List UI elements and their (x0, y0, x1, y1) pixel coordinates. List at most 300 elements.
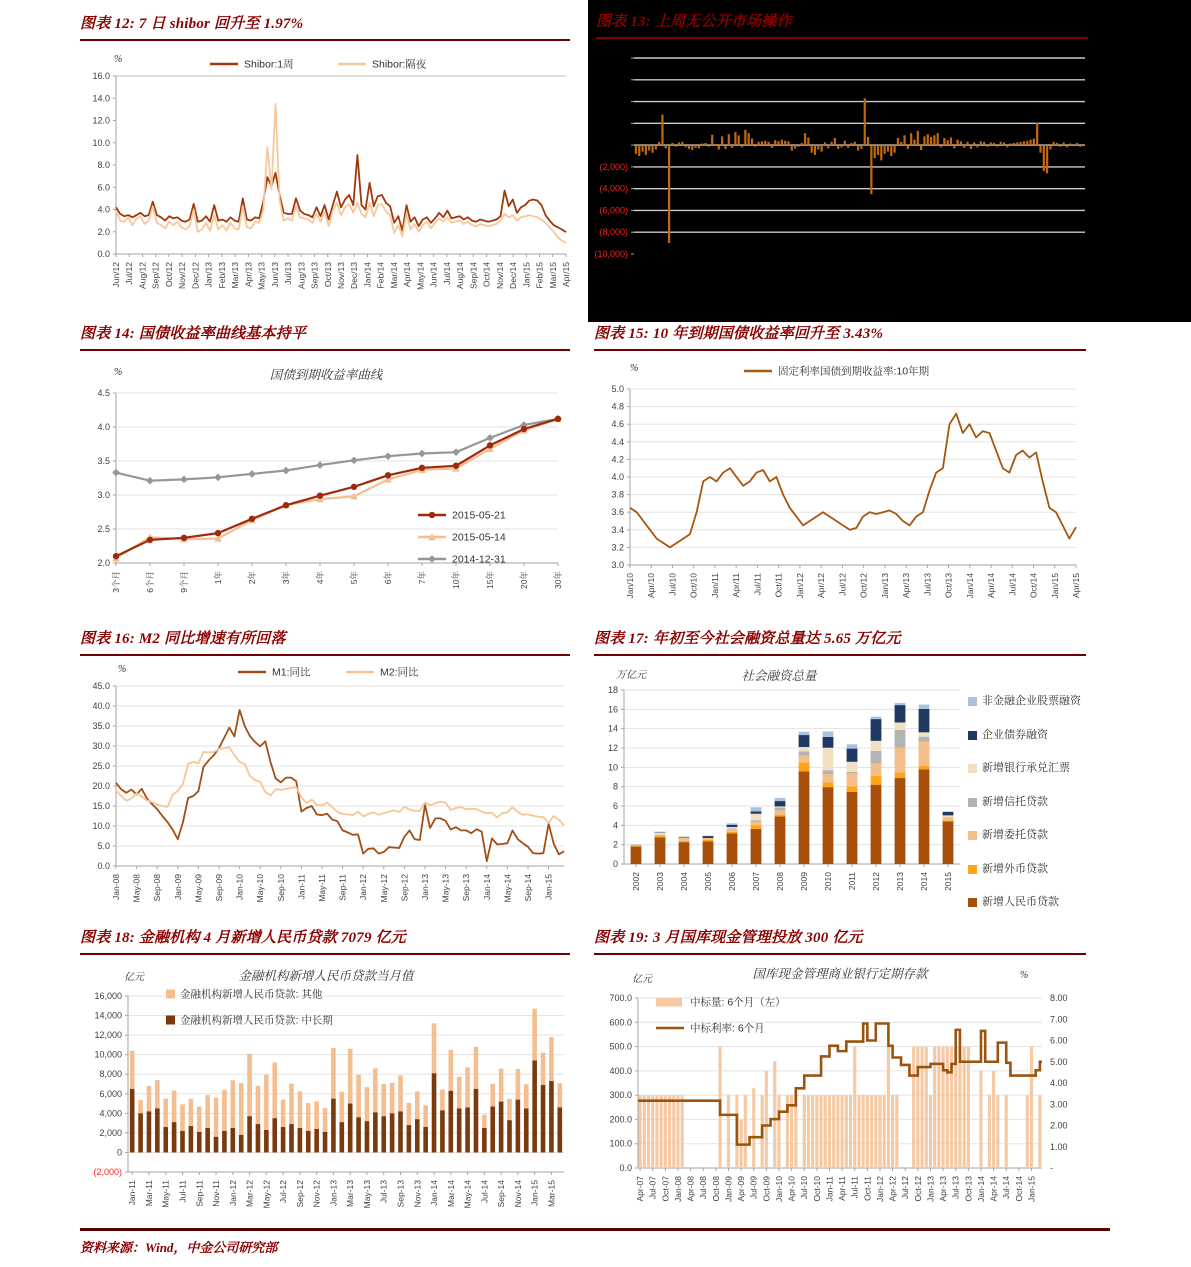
svg-text:Oct/14: Oct/14 (481, 262, 492, 288)
svg-text:7年: 7年 (417, 571, 427, 585)
svg-text:Sep-11: Sep-11 (194, 1180, 205, 1207)
svg-text:Nov-14: Nov-14 (512, 1180, 523, 1208)
svg-text:Jan-08: Jan-08 (672, 1176, 683, 1202)
svg-text:Sep-11: Sep-11 (337, 874, 348, 901)
svg-text:Mar-12: Mar-12 (244, 1180, 255, 1207)
y-axis-unit: 万亿元 (616, 670, 646, 681)
svg-text:Jul-11: Jul-11 (177, 1180, 188, 1203)
svg-text:Sep/14: Sep/14 (468, 262, 479, 289)
svg-text:-: - (1050, 1163, 1053, 1173)
svg-text:5年: 5年 (349, 571, 359, 585)
svg-text:Sep-13: Sep-13 (395, 1180, 406, 1208)
svg-text:Jun/13: Jun/13 (269, 262, 280, 288)
svg-text:6: 6 (612, 801, 618, 811)
svg-text:2014-12-31: 2014-12-31 (452, 553, 506, 566)
svg-text:Jan-12: Jan-12 (227, 1180, 238, 1206)
svg-text:Jan-11: Jan-11 (127, 1180, 138, 1206)
svg-text:Apr/10: Apr/10 (646, 573, 657, 599)
svg-text:Oct/13: Oct/13 (943, 573, 954, 599)
svg-text:4.00: 4.00 (1050, 1078, 1068, 1088)
svg-text:2.00: 2.00 (1050, 1120, 1068, 1131)
svg-text:Oct-14: Oct-14 (1013, 1176, 1024, 1202)
svg-text:Oct-13: Oct-13 (963, 1176, 974, 1202)
svg-text:2008: 2008 (775, 872, 785, 891)
legend-label: 新增银行承兑汇票 (982, 762, 1070, 775)
y-axis-unit-left: 亿元 (632, 974, 652, 985)
svg-text:Nov/12: Nov/12 (177, 262, 188, 289)
svg-text:0: 0 (116, 1147, 122, 1158)
svg-text:Apr/11: Apr/11 (731, 573, 742, 598)
legend-label: 非金融企业股票融资 (982, 695, 1081, 707)
svg-text:3.00: 3.00 (1050, 1099, 1068, 1110)
svg-text:Shibor:1周: Shibor:1周 (244, 58, 294, 71)
chart-title: 国债到期收益率曲线 (269, 368, 383, 382)
svg-text:Oct/13: Oct/13 (322, 262, 333, 288)
figure15-title: 图表 15: 10 年到期国债收益率回升至 3.43% (594, 322, 1086, 351)
legend-item (968, 694, 1084, 709)
svg-text:2003: 2003 (655, 872, 665, 891)
svg-text:Jan-12: Jan-12 (358, 874, 369, 900)
svg-text:Jan/14: Jan/14 (964, 573, 975, 599)
svg-text:May-10: May-10 (255, 874, 266, 903)
svg-text:16,000: 16,000 (94, 991, 122, 1001)
figure19-title: 图表 19: 3 月国库现金管理投放 300 亿元 (594, 926, 1086, 955)
svg-text:(10,000): (10,000) (594, 249, 628, 259)
svg-text:6年: 6年 (383, 571, 393, 585)
svg-text:Jan-11: Jan-11 (824, 1176, 835, 1202)
svg-text:10.0: 10.0 (92, 821, 110, 831)
svg-text:Oct/14: Oct/14 (1028, 573, 1039, 599)
svg-text:May-11: May-11 (160, 1180, 171, 1208)
svg-text:0.0: 0.0 (619, 1163, 632, 1173)
svg-text:Jan/12: Jan/12 (794, 573, 805, 599)
legend-label: 新增外币贷款 (982, 862, 1048, 875)
svg-text:Sep-08: Sep-08 (152, 874, 163, 902)
svg-text:Jul/10: Jul/10 (667, 573, 678, 596)
y-axis-unit: % (114, 367, 123, 378)
chart-title: 国库现金管理商业银行定期存款 (752, 967, 928, 981)
svg-text:Apr/15: Apr/15 (561, 262, 571, 288)
svg-text:4.5: 4.5 (97, 388, 110, 398)
svg-text:Jul/13: Jul/13 (283, 262, 294, 285)
figure18-title: 图表 18: 金融机构 4 月新增人民币贷款 7079 亿元 (80, 926, 570, 955)
svg-text:Jul-10: Jul-10 (799, 1176, 810, 1200)
svg-text:Apr-11: Apr-11 (837, 1176, 848, 1201)
svg-text:(6,000): (6,000) (599, 205, 628, 216)
svg-text:金融机构新增人民币贷款: 中长期: 金融机构新增人民币贷款: 中长期 (180, 1014, 333, 1027)
svg-text:May-14: May-14 (502, 874, 513, 903)
svg-text:2: 2 (612, 839, 618, 850)
legend-swatch (968, 697, 977, 706)
svg-text:Jan/10: Jan/10 (625, 573, 635, 599)
svg-text:10: 10 (607, 762, 618, 773)
svg-text:Oct-12: Oct-12 (912, 1176, 923, 1202)
svg-text:Jul-11: Jul-11 (849, 1176, 860, 1199)
svg-text:Jan/13: Jan/13 (879, 573, 890, 599)
svg-text:Mar-14: Mar-14 (445, 1180, 456, 1207)
svg-text:30.0: 30.0 (92, 741, 110, 751)
svg-text:Jan-14: Jan-14 (975, 1176, 986, 1202)
legend-swatch (968, 865, 977, 874)
svg-text:Oct-08: Oct-08 (710, 1176, 721, 1202)
y-axis-unit-right: % (1020, 970, 1029, 981)
svg-text:3.2: 3.2 (611, 542, 624, 553)
svg-text:20.0: 20.0 (92, 781, 110, 791)
svg-text:Oct-10: Oct-10 (811, 1176, 822, 1202)
svg-text:Jan-13: Jan-13 (419, 874, 430, 900)
svg-text:200.0: 200.0 (609, 1114, 632, 1125)
svg-text:Jul/14: Jul/14 (441, 262, 452, 285)
svg-text:Jan-11: Jan-11 (296, 874, 307, 900)
y-axis-unit: % (630, 363, 639, 374)
svg-text:(2,000): (2,000) (93, 1167, 122, 1177)
legend-swatch (968, 764, 977, 773)
svg-text:(4,000): (4,000) (599, 183, 628, 194)
svg-text:7.00: 7.00 (1050, 1014, 1068, 1025)
svg-text:2.0: 2.0 (97, 226, 110, 237)
svg-text:3.0: 3.0 (97, 490, 110, 500)
svg-text:Dec/14: Dec/14 (508, 262, 519, 289)
svg-text:May-12: May-12 (378, 874, 389, 903)
y-axis-unit: % (114, 54, 123, 65)
chart-legend (968, 694, 1084, 910)
svg-text:Jan-14: Jan-14 (429, 1180, 440, 1206)
svg-text:Apr/13: Apr/13 (901, 573, 912, 599)
svg-text:Oct/11: Oct/11 (773, 573, 784, 598)
legend-swatch (968, 898, 977, 907)
svg-text:May-12: May-12 (261, 1180, 272, 1209)
svg-text:9个月: 9个月 (179, 571, 189, 593)
svg-text:30年: 30年 (553, 571, 563, 589)
svg-text:2014: 2014 (919, 872, 929, 891)
svg-text:6.0: 6.0 (97, 182, 110, 193)
svg-text:Mar-13: Mar-13 (345, 1180, 356, 1207)
svg-text:Oct/10: Oct/10 (688, 573, 699, 599)
yield-curve-chart-svg (80, 357, 572, 619)
legend-swatch (968, 731, 977, 740)
svg-text:0.0: 0.0 (97, 861, 110, 871)
svg-text:Jan/14: Jan/14 (362, 262, 373, 288)
svg-text:Jan-13: Jan-13 (925, 1176, 936, 1202)
svg-text:4.4: 4.4 (611, 436, 624, 447)
figure14-title: 图表 14: 国债收益率曲线基本持平 (80, 322, 570, 351)
svg-text:700.0: 700.0 (609, 993, 632, 1003)
svg-text:2,000: 2,000 (99, 1127, 122, 1138)
legend-item (968, 828, 1084, 843)
svg-text:Jul/14: Jul/14 (1007, 573, 1018, 596)
svg-text:4.0: 4.0 (611, 472, 624, 482)
svg-text:Jan-10: Jan-10 (234, 874, 245, 900)
svg-text:Mar/15: Mar/15 (547, 262, 558, 289)
m1-m2-chart-svg (80, 660, 572, 918)
svg-text:400.0: 400.0 (609, 1065, 632, 1076)
svg-text:4: 4 (612, 820, 618, 831)
y-axis-unit: % (118, 664, 127, 675)
svg-text:Shibor:隔夜: Shibor:隔夜 (372, 58, 427, 71)
source-text: 资料来源：Wind，中金公司研究部 (80, 1240, 278, 1255)
source-divider (80, 1228, 1110, 1231)
legend-item (968, 862, 1084, 877)
svg-text:Sep-12: Sep-12 (294, 1180, 305, 1208)
figure16-title: 图表 16: M2 同比增速有所回落 (80, 627, 570, 656)
svg-text:18: 18 (607, 685, 618, 695)
new-loans-chart-svg (80, 958, 572, 1220)
svg-text:Apr-08: Apr-08 (685, 1176, 696, 1202)
svg-text:10年: 10年 (451, 571, 461, 589)
svg-text:300.0: 300.0 (609, 1090, 632, 1101)
svg-text:5.00: 5.00 (1050, 1056, 1068, 1067)
svg-text:May-14: May-14 (462, 1180, 473, 1209)
svg-text:中标量: 6个月（左）: 中标量: 6个月（左） (690, 996, 786, 1009)
svg-text:May/14: May/14 (415, 262, 426, 290)
legend-item (968, 895, 1084, 910)
svg-text:2015: 2015 (943, 872, 953, 891)
svg-text:15.0: 15.0 (92, 801, 110, 811)
svg-text:5.0: 5.0 (97, 841, 110, 851)
svg-text:Jan/15: Jan/15 (521, 262, 532, 288)
svg-text:Jul/12: Jul/12 (837, 573, 848, 596)
svg-text:Jun/14: Jun/14 (428, 262, 439, 288)
svg-text:12: 12 (607, 743, 618, 753)
legend-swatch (968, 798, 977, 807)
svg-text:40.0: 40.0 (92, 701, 110, 711)
svg-text:Mar/14: Mar/14 (388, 262, 399, 289)
svg-text:Jul-13: Jul-13 (950, 1176, 961, 1200)
open-market-chart-svg (588, 0, 1191, 322)
svg-text:5.0: 5.0 (611, 384, 624, 394)
svg-text:Aug/13: Aug/13 (296, 262, 307, 289)
svg-text:Mar-11: Mar-11 (143, 1180, 154, 1207)
svg-text:Jun/12: Jun/12 (111, 262, 121, 288)
svg-text:Apr-13: Apr-13 (938, 1176, 949, 1202)
svg-text:2009: 2009 (799, 872, 809, 891)
svg-text:Oct/12: Oct/12 (858, 573, 869, 599)
svg-text:2006: 2006 (727, 872, 737, 891)
svg-text:4.6: 4.6 (611, 419, 624, 430)
svg-text:2002: 2002 (631, 872, 641, 891)
svg-text:Jul-14: Jul-14 (479, 1180, 490, 1204)
svg-text:Apr/14: Apr/14 (402, 262, 413, 288)
svg-text:100.0: 100.0 (609, 1138, 632, 1149)
shibor-chart-panel (80, 50, 572, 312)
svg-text:4.0: 4.0 (97, 422, 110, 432)
svg-text:Apr-12: Apr-12 (887, 1176, 898, 1202)
svg-text:May-13: May-13 (440, 874, 451, 903)
svg-text:16: 16 (607, 704, 618, 715)
legend-label: 企业债券融资 (982, 728, 1048, 741)
legend-item (968, 761, 1084, 776)
open-market-chart-panel (588, 0, 1191, 322)
legend-item (968, 728, 1084, 743)
svg-text:25.0: 25.0 (92, 761, 110, 771)
svg-text:8.0: 8.0 (97, 160, 110, 170)
svg-text:3.0: 3.0 (611, 560, 624, 570)
svg-text:May/13: May/13 (256, 262, 267, 290)
legend-item (968, 795, 1084, 810)
svg-text:4,000: 4,000 (99, 1108, 122, 1119)
svg-text:2年: 2年 (247, 571, 257, 585)
svg-text:中标利率: 6个月: 中标利率: 6个月 (690, 1022, 765, 1035)
svg-text:6个月: 6个月 (145, 571, 155, 593)
svg-text:Nov-13: Nov-13 (412, 1180, 423, 1208)
chart-title: 金融机构新增人民币贷款当月值 (238, 969, 414, 983)
svg-text:16.0: 16.0 (92, 71, 110, 81)
svg-text:2007: 2007 (751, 872, 761, 891)
svg-text:Jul-07: Jul-07 (647, 1176, 658, 1200)
svg-text:Sep-12: Sep-12 (399, 874, 410, 902)
svg-text:Aug/14: Aug/14 (455, 262, 466, 289)
legend-swatch (968, 831, 977, 840)
svg-text:Sep-10: Sep-10 (275, 874, 286, 902)
svg-text:2.5: 2.5 (97, 524, 110, 534)
svg-text:Jul/13: Jul/13 (922, 573, 933, 596)
figure17-title: 图表 17: 年初至今社会融资总量达 5.65 万亿元 (594, 627, 1086, 656)
svg-text:2015-05-21: 2015-05-21 (452, 509, 506, 522)
social-financing-chart-svg (594, 660, 966, 918)
svg-text:Apr-14: Apr-14 (988, 1176, 999, 1202)
svg-text:Jul-12: Jul-12 (278, 1180, 289, 1204)
svg-text:2004: 2004 (679, 872, 689, 891)
svg-text:Sep-13: Sep-13 (461, 874, 472, 902)
svg-text:Jan-09: Jan-09 (723, 1176, 734, 1202)
svg-text:Dec/12: Dec/12 (190, 262, 201, 289)
social-financing-chart-panel (594, 660, 1086, 918)
svg-text:Apr/13: Apr/13 (243, 262, 254, 288)
svg-text:3.4: 3.4 (611, 524, 624, 535)
shibor-chart-svg (80, 50, 572, 312)
svg-text:14,000: 14,000 (94, 1010, 122, 1021)
svg-text:(2,000): (2,000) (599, 161, 628, 172)
svg-text:Feb/13: Feb/13 (216, 262, 227, 289)
svg-text:Jan-12: Jan-12 (874, 1176, 885, 1202)
svg-text:35.0: 35.0 (92, 721, 110, 731)
svg-text:Sep-09: Sep-09 (213, 874, 224, 902)
svg-text:12,000: 12,000 (94, 1030, 122, 1041)
svg-text:Feb/14: Feb/14 (375, 262, 386, 289)
legend-label: 新增人民币贷款 (982, 896, 1059, 909)
chart-title: 社会融资总量 (741, 669, 817, 683)
svg-text:0: 0 (612, 859, 618, 869)
svg-text:12.0: 12.0 (92, 115, 110, 126)
svg-text:Jan/15: Jan/15 (1049, 573, 1060, 599)
legend-label: 新增信托贷款 (982, 795, 1048, 808)
svg-text:10.0: 10.0 (92, 137, 110, 148)
svg-text:Apr-07: Apr-07 (635, 1176, 646, 1202)
svg-text:Jul-13: Jul-13 (378, 1180, 389, 1204)
svg-text:Apr-10: Apr-10 (786, 1176, 797, 1202)
svg-text:2011: 2011 (847, 872, 857, 891)
yield-curve-chart-panel (80, 357, 572, 619)
svg-text:Oct-11: Oct-11 (862, 1176, 873, 1201)
svg-text:Nov/13: Nov/13 (336, 262, 346, 289)
svg-text:500.0: 500.0 (609, 1041, 632, 1052)
svg-text:Jul/11: Jul/11 (752, 573, 763, 596)
svg-text:M1:同比: M1:同比 (272, 666, 311, 679)
legend-label: 新增委托贷款 (982, 829, 1048, 842)
svg-text:Jul-12: Jul-12 (900, 1176, 911, 1200)
svg-text:Oct-09: Oct-09 (761, 1176, 772, 1202)
treasury-cash-chart-panel (594, 958, 1086, 1220)
svg-text:M2:同比: M2:同比 (380, 666, 419, 679)
svg-text:Sep/12: Sep/12 (150, 262, 161, 289)
svg-text:Mar-15: Mar-15 (546, 1180, 557, 1207)
svg-text:2012: 2012 (871, 872, 881, 891)
new-loans-chart-panel (80, 958, 572, 1220)
m1-m2-chart-panel (80, 660, 572, 918)
svg-text:Jan-08: Jan-08 (111, 874, 121, 900)
svg-text:45.0: 45.0 (92, 681, 110, 691)
svg-text:6.00: 6.00 (1050, 1035, 1068, 1046)
svg-text:2010: 2010 (823, 872, 833, 891)
svg-text:Jan/13: Jan/13 (203, 262, 214, 288)
svg-text:8.00: 8.00 (1050, 993, 1068, 1003)
svg-text:1年: 1年 (213, 571, 223, 585)
svg-text:固定利率国债到期收益率:10年期: 固定利率国债到期收益率:10年期 (778, 365, 930, 378)
svg-text:Mar/13: Mar/13 (230, 262, 241, 289)
svg-text:Feb/15: Feb/15 (534, 262, 545, 289)
svg-text:May-11: May-11 (316, 874, 327, 902)
svg-text:2.0: 2.0 (97, 558, 110, 568)
svg-text:10,000: 10,000 (94, 1049, 122, 1060)
svg-text:Jan-15: Jan-15 (543, 874, 554, 900)
ten-year-yield-chart-svg (594, 357, 1086, 619)
svg-text:Aug/12: Aug/12 (137, 262, 148, 289)
svg-text:3年: 3年 (281, 571, 291, 585)
svg-text:Sep/13: Sep/13 (309, 262, 320, 289)
svg-text:Jul-08: Jul-08 (698, 1176, 709, 1200)
svg-text:Apr/12: Apr/12 (816, 573, 827, 599)
svg-text:20年: 20年 (519, 571, 529, 589)
svg-text:2013: 2013 (895, 872, 905, 891)
svg-text:Jan-10: Jan-10 (773, 1176, 784, 1202)
svg-text:14: 14 (607, 723, 618, 734)
svg-text:Jan-09: Jan-09 (172, 874, 183, 900)
svg-text:Jan-15: Jan-15 (1026, 1176, 1037, 1202)
figure12-title: 图表 12: 7 日 shibor 回升至 1.97% (80, 12, 570, 41)
svg-text:Jan-13: Jan-13 (328, 1180, 339, 1206)
svg-text:Jul-14: Jul-14 (1001, 1176, 1012, 1200)
svg-text:0.0: 0.0 (97, 249, 110, 259)
svg-text:Apr-09: Apr-09 (736, 1176, 747, 1202)
svg-text:15年: 15年 (485, 571, 495, 589)
svg-text:6,000: 6,000 (99, 1088, 122, 1099)
svg-text:Jan-14: Jan-14 (481, 874, 492, 900)
treasury-cash-chart-svg (594, 958, 1086, 1220)
svg-text:(8,000): (8,000) (599, 227, 628, 238)
ten-year-yield-chart-panel (594, 357, 1086, 619)
svg-text:14.0: 14.0 (92, 93, 110, 104)
svg-text:May-08: May-08 (131, 874, 142, 903)
svg-text:Sep-14: Sep-14 (522, 874, 533, 902)
svg-text:Nov/14: Nov/14 (494, 262, 505, 289)
svg-text:600.0: 600.0 (609, 1017, 632, 1028)
svg-text:Apr/14: Apr/14 (986, 573, 997, 599)
svg-text:4.0: 4.0 (97, 204, 110, 215)
svg-text:Dec/13: Dec/13 (349, 262, 360, 289)
svg-text:May-13: May-13 (361, 1180, 372, 1209)
svg-text:8: 8 (612, 781, 618, 792)
svg-text:3.6: 3.6 (611, 507, 624, 518)
svg-text:3.8: 3.8 (611, 489, 624, 500)
svg-text:4.2: 4.2 (611, 454, 624, 465)
svg-text:Nov-12: Nov-12 (311, 1180, 322, 1208)
svg-text:4年: 4年 (315, 571, 325, 585)
y-axis-unit: 亿元 (124, 972, 144, 983)
svg-text:Sep-14: Sep-14 (496, 1180, 507, 1208)
svg-text:3.5: 3.5 (97, 456, 110, 466)
svg-text:8,000: 8,000 (99, 1069, 122, 1080)
svg-text:Jan/11: Jan/11 (709, 573, 720, 598)
